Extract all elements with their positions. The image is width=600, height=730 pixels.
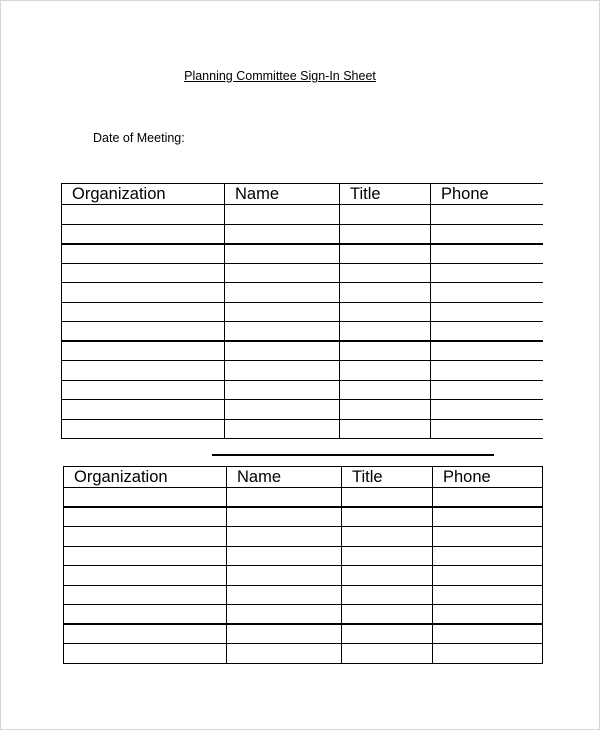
table-cell-title[interactable]: [342, 488, 433, 508]
table-cell-title[interactable]: [342, 546, 433, 566]
table-cell-organization[interactable]: [64, 527, 227, 547]
table-cell-organization[interactable]: [62, 380, 225, 400]
header-name: Name: [225, 184, 340, 205]
table-cell-phone[interactable]: [431, 224, 543, 244]
table-row: [62, 400, 543, 420]
table-cell-name[interactable]: [225, 380, 340, 400]
table-cell-phone[interactable]: [433, 605, 543, 625]
table-cell-phone[interactable]: [433, 488, 543, 508]
table-row: [62, 283, 543, 303]
table-cell-name[interactable]: [225, 224, 340, 244]
table-cell-phone[interactable]: [431, 400, 543, 420]
table-cell-phone[interactable]: [431, 283, 543, 303]
table-cell-phone[interactable]: [433, 546, 543, 566]
table-cell-title[interactable]: [340, 322, 431, 342]
table-row: [64, 624, 543, 644]
table-cell-name[interactable]: [227, 507, 342, 527]
table-cell-name[interactable]: [225, 283, 340, 303]
table-cell-title[interactable]: [340, 283, 431, 303]
table-cell-organization[interactable]: [64, 585, 227, 605]
table-cell-organization[interactable]: [62, 361, 225, 381]
table-cell-organization[interactable]: [64, 488, 227, 508]
table-cell-organization[interactable]: [64, 566, 227, 586]
table-cell-organization[interactable]: [64, 624, 227, 644]
table-row: [64, 605, 543, 625]
table-cell-title[interactable]: [342, 585, 433, 605]
table-cell-organization[interactable]: [62, 244, 225, 264]
table-row: [64, 644, 543, 664]
table-cell-title[interactable]: [340, 263, 431, 283]
section-divider: [212, 454, 494, 456]
table-row: [64, 585, 543, 605]
table-cell-phone[interactable]: [433, 644, 543, 664]
table-cell-name[interactable]: [225, 244, 340, 264]
table-row: [62, 205, 543, 225]
table-cell-name[interactable]: [227, 585, 342, 605]
table-cell-phone[interactable]: [431, 244, 543, 264]
header-organization: Organization: [64, 467, 227, 488]
table-row: [62, 322, 543, 342]
table-cell-organization[interactable]: [64, 507, 227, 527]
table-cell-name[interactable]: [225, 205, 340, 225]
table-cell-name[interactable]: [225, 341, 340, 361]
table-row: [64, 488, 543, 508]
table-cell-phone[interactable]: [433, 624, 543, 644]
table-row: [62, 224, 543, 244]
table-cell-organization[interactable]: [62, 302, 225, 322]
table-row: [62, 361, 543, 381]
table-row: [64, 546, 543, 566]
sign-in-table-1: [61, 183, 543, 439]
table-body: [64, 488, 543, 664]
table-row: [64, 527, 543, 547]
table-cell-organization[interactable]: [64, 546, 227, 566]
table-cell-phone[interactable]: [433, 507, 543, 527]
table-cell-title[interactable]: [340, 380, 431, 400]
header-organization: Organization: [62, 184, 225, 205]
table-cell-title[interactable]: [340, 361, 431, 381]
table-cell-title[interactable]: [340, 302, 431, 322]
table-body: [62, 205, 543, 439]
table-cell-name[interactable]: [225, 322, 340, 342]
table-cell-title[interactable]: [340, 341, 431, 361]
table-cell-title[interactable]: [340, 244, 431, 264]
header-phone: Phone: [431, 184, 543, 205]
table-cell-title[interactable]: [340, 400, 431, 420]
table-cell-organization[interactable]: [62, 224, 225, 244]
header-phone: Phone: [433, 467, 543, 488]
table-row: [62, 302, 543, 322]
table-cell-organization[interactable]: [62, 419, 225, 439]
table-cell-phone[interactable]: [433, 527, 543, 547]
table-cell-phone[interactable]: [431, 263, 543, 283]
table-cell-organization[interactable]: [62, 205, 225, 225]
table-cell-phone[interactable]: [431, 380, 543, 400]
table-cell-organization[interactable]: [62, 283, 225, 303]
table-cell-name[interactable]: [225, 361, 340, 381]
table-cell-phone[interactable]: [433, 585, 543, 605]
table-header-row: [62, 184, 543, 205]
table-cell-name[interactable]: [225, 419, 340, 439]
table-cell-name[interactable]: [227, 624, 342, 644]
table-cell-name[interactable]: [225, 302, 340, 322]
table-cell-name[interactable]: [227, 566, 342, 586]
table-row: [64, 566, 543, 586]
table-cell-organization[interactable]: [62, 400, 225, 420]
table-cell-phone[interactable]: [431, 361, 543, 381]
table-header-row: [64, 467, 543, 488]
table-cell-title[interactable]: [340, 205, 431, 225]
table-cell-name[interactable]: [227, 644, 342, 664]
table-cell-phone[interactable]: [431, 322, 543, 342]
table-cell-organization[interactable]: [62, 263, 225, 283]
sign-in-table-2: [63, 466, 543, 664]
table-row: [62, 263, 543, 283]
date-of-meeting-label: Date of Meeting:: [93, 131, 185, 145]
table-cell-title[interactable]: [342, 644, 433, 664]
table-cell-name[interactable]: [227, 527, 342, 547]
table-cell-organization[interactable]: [64, 605, 227, 625]
table-row: [62, 341, 543, 361]
table-cell-title[interactable]: [342, 566, 433, 586]
table-cell-title[interactable]: [342, 507, 433, 527]
table-cell-phone[interactable]: [433, 566, 543, 586]
table-cell-title[interactable]: [342, 527, 433, 547]
table-cell-title[interactable]: [342, 624, 433, 644]
table-cell-phone[interactable]: [431, 419, 543, 439]
table-cell-organization[interactable]: [62, 341, 225, 361]
header-title: Title: [340, 184, 431, 205]
table-cell-phone[interactable]: [431, 341, 543, 361]
table-cell-title[interactable]: [340, 419, 431, 439]
table-row: [62, 244, 543, 264]
table-cell-name[interactable]: [225, 400, 340, 420]
table-cell-phone[interactable]: [431, 302, 543, 322]
table-row: [64, 507, 543, 527]
table-cell-name[interactable]: [227, 605, 342, 625]
table-cell-name[interactable]: [227, 546, 342, 566]
table-row: [62, 419, 543, 439]
table-cell-organization[interactable]: [64, 644, 227, 664]
table-cell-organization[interactable]: [62, 322, 225, 342]
table-row: [62, 380, 543, 400]
header-name: Name: [227, 467, 342, 488]
table-cell-title[interactable]: [340, 224, 431, 244]
table-cell-name[interactable]: [227, 488, 342, 508]
table-cell-name[interactable]: [225, 263, 340, 283]
header-title: Title: [342, 467, 433, 488]
table-cell-title[interactable]: [342, 605, 433, 625]
sheet-title: Planning Committee Sign-In Sheet: [184, 69, 376, 83]
table-cell-phone[interactable]: [431, 205, 543, 225]
